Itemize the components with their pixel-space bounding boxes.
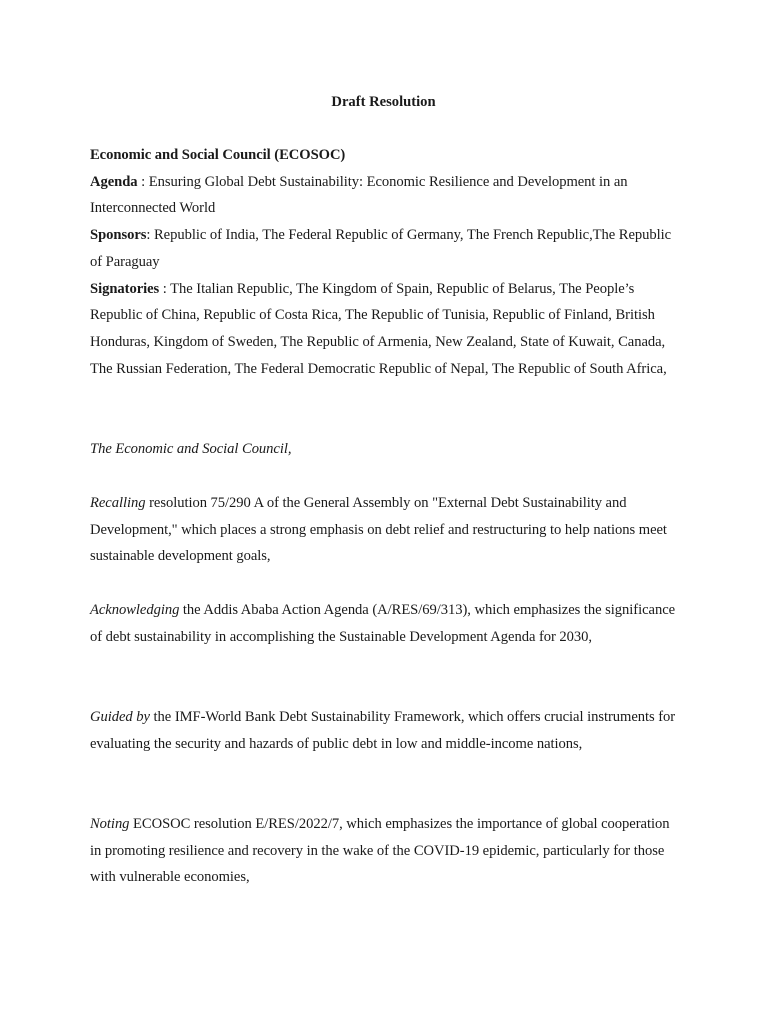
signatories-line bbox=[90, 276, 680, 383]
sponsors-text: : Republic of India, The Federal Republic of Germany, The French Republic,The Republic of Paraguay bbox=[90, 227, 672, 270]
preambulatory-clause bbox=[90, 597, 680, 650]
clause-lead: Noting bbox=[90, 816, 130, 832]
clause-lead: Acknowledging bbox=[90, 602, 180, 618]
preambulatory-clause bbox=[90, 704, 680, 757]
clause-text: the IMF-World Bank Debt Sustainability Framework, which offers crucial instruments for evaluating the security and hazards of public debt in low and middle-income nations, bbox=[90, 709, 676, 752]
preambulatory-clause bbox=[90, 811, 680, 891]
agenda-line bbox=[90, 169, 680, 222]
clause-lead: Recalling bbox=[90, 495, 146, 511]
clause-lead: Guided by bbox=[90, 709, 150, 725]
document-title: Draft Resolution bbox=[331, 94, 436, 110]
preambulatory-clause bbox=[90, 490, 680, 570]
resolution-header bbox=[90, 142, 680, 382]
signatories-label: Signatories bbox=[90, 280, 160, 297]
signatories-text: : The Italian Republic, The Kingdom of Spain, Republic of Belarus, The People’s Republic of China, Republic of Costa Rica, The Republic of Tunisia, Republic of Finland, British Honduras, Kingdom of Sweden, The Republic of Armenia, New Zealand, State of Kuwait, Canada, The Russian Federation, The Federal Democratic Republic of Nepal, The Republic of South Africa, bbox=[90, 280, 667, 377]
clause-text: resolution 75/290 A of the General Assembly on "External Debt Sustainability and Development," which places a strong emphasis on debt relief and restructuring to help nations meet sustainable development goals, bbox=[90, 495, 667, 565]
clause-text: ECOSOC resolution E/RES/2022/7, which emphasizes the importance of global cooperation in promoting resilience and recovery in the wake of the COVID-19 epidemic, particularly for those with vulnerable economies, bbox=[90, 816, 670, 886]
sponsors-label: Sponsors bbox=[90, 227, 147, 244]
sponsors-line bbox=[90, 222, 680, 275]
clause-text: the Addis Ababa Action Agenda (A/RES/69/313), which emphasizes the significance of debt sustainability in accomplishing the Sustainable Development Agenda for 2030, bbox=[90, 602, 676, 645]
agenda-text: : Ensuring Global Debt Sustainability: Economic Resilience and Development in an Interconnected World bbox=[90, 173, 628, 217]
committee-name bbox=[90, 142, 680, 169]
council-line: The Economic and Social Council, bbox=[90, 441, 292, 457]
committee-name-text: Economic and Social Council (ECOSOC) bbox=[90, 147, 346, 163]
agenda-label: Agenda bbox=[90, 173, 138, 190]
